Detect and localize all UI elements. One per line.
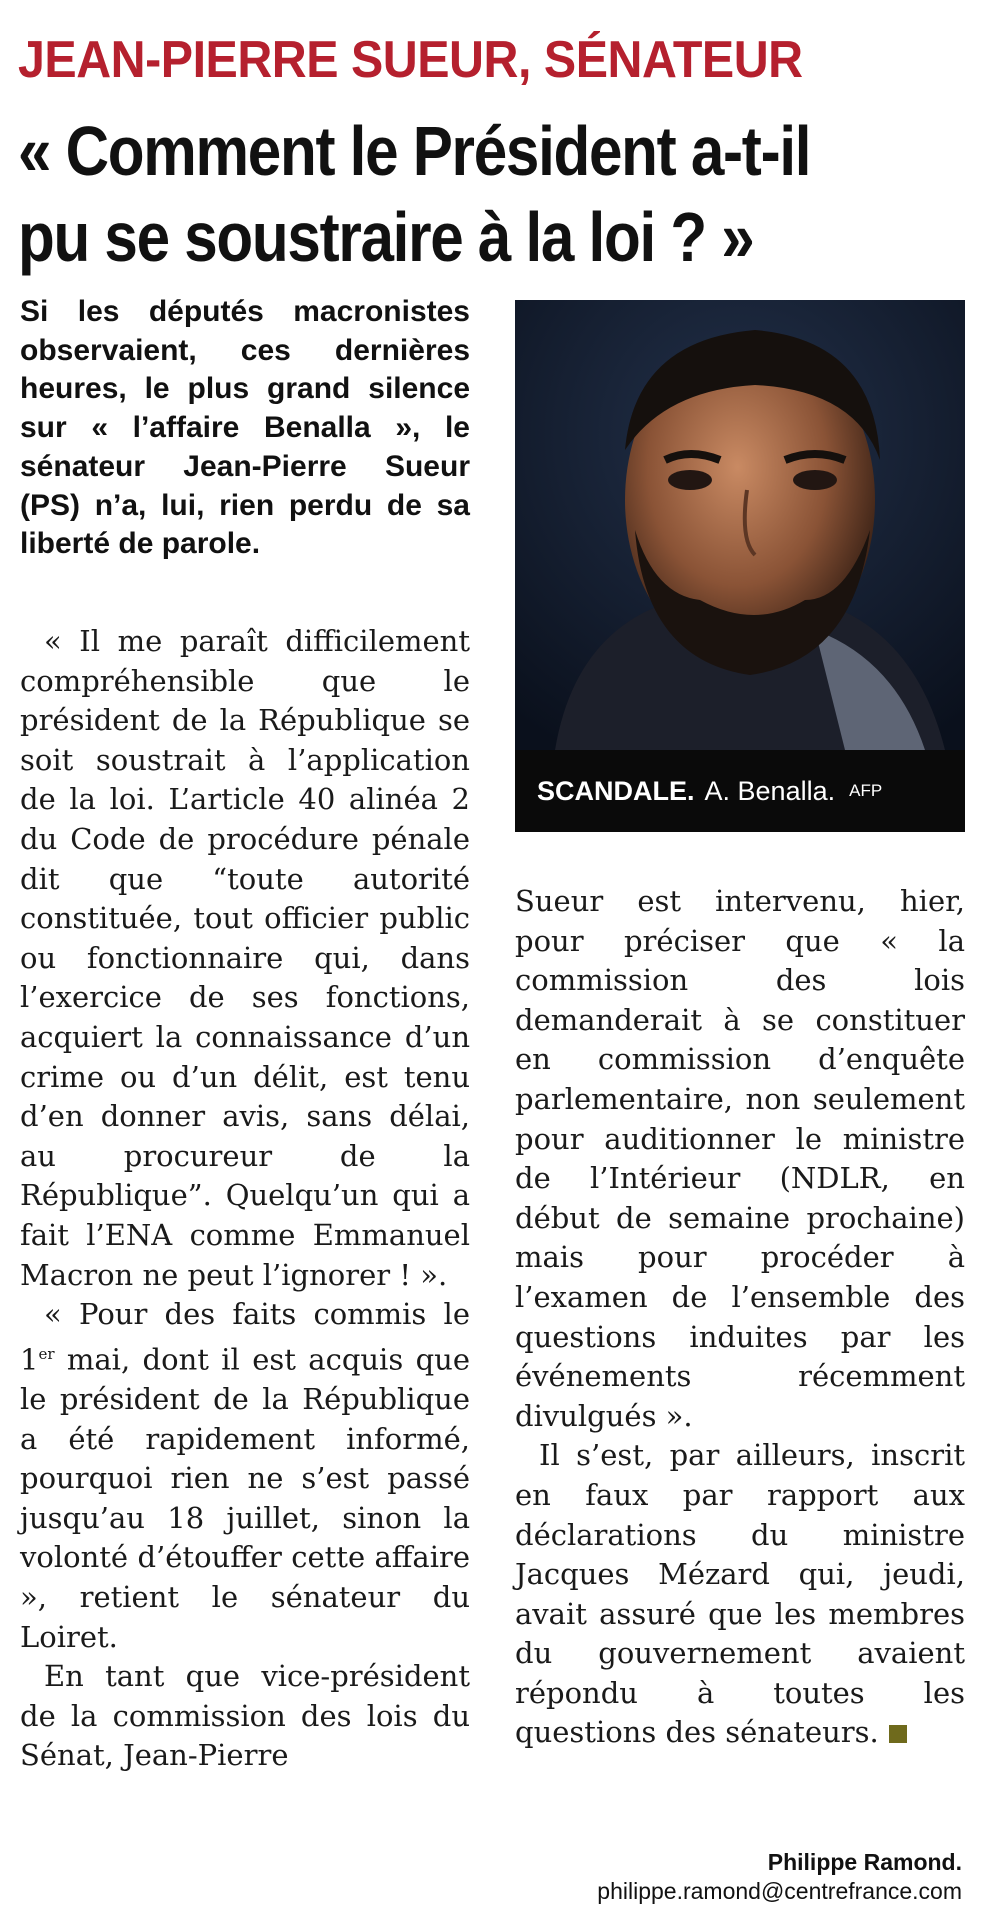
article-photo: [515, 300, 965, 832]
caption-text: A. Benalla.: [704, 775, 836, 806]
article-headline: [18, 108, 852, 280]
body-paragraph: En tant que vice-président de la commission des lois du Sénat, Jean-Pierre: [20, 1659, 470, 1773]
body-text: « Pour des faits commis le 1: [20, 1297, 470, 1377]
body-text: Il s’est, par ailleurs, inscrit en faux par rapport aux déclarations du ministre Jacques Mézard qui, jeudi, avait assuré que les membres du gouvernement avaient répondu à toutes les questions des sénateurs.: [515, 1438, 965, 1750]
article-kicker: JEAN-PIERRE SUEUR, SÉNATEUR: [18, 31, 803, 89]
author-name: Philippe Ramond.: [767, 1849, 962, 1875]
portrait-image: [515, 300, 965, 750]
article-lead: Si les députés macronistes observaient, ces dernières heures, le plus grand silence sur « l’affaire Benalla », le sénateur Jean-Pierre Sueur (PS) n’a, lui, rien perdu de sa liberté de parole.: [20, 295, 470, 561]
end-mark-icon: [889, 1725, 907, 1743]
body-text: mai, dont il est acquis que le président de la République a été rapidement informé, pourquoi rien ne s’est passé jusqu’au 18 juillet, sinon la volonté d’étouffer cette affaire », retient le sénateur du Loiret.: [20, 1342, 470, 1654]
article-column-2: [515, 882, 965, 1753]
author-email[interactable]: philippe.ramond@centrefrance.com: [597, 1878, 962, 1904]
superscript: er: [38, 1344, 55, 1363]
headline-line-2: pu se soustraire à la loi ? »: [18, 198, 754, 276]
photo-credit: AFP: [849, 781, 883, 800]
caption-label: SCANDALE.: [537, 775, 695, 806]
photo-caption: [515, 750, 965, 832]
body-paragraph: [515, 1436, 965, 1753]
body-paragraph: Sueur est intervenu, hier, pour préciser que « la commission des lois demanderait à se constituer en commission d’enquête parlementaire, non seulement pour auditionner le ministre de l’Intérieur (NDLR, en début de semaine prochaine) mais pour procéder à l’examen de l’ensemble des questions induites par les événements récemment divulgués ».: [515, 884, 965, 1433]
body-paragraph: « Il me paraît difficilement compréhensible que le président de la République se soit soustrait à l’application de la loi. L’article 40 alinéa 2 du Code de procédure pénale dit que “toute autorité constituée, tout officier public ou fonctionnaire qui, dans l’exercice de ses fonctions, acquiert la connaissance d’un crime ou d’un délit, est tenu d’en donner avis, sans délai, au procureur de la République”. Quelqu’un qui a fait l’ENA comme Emmanuel Macron ne peut l’ignorer ! ».: [20, 624, 470, 1292]
body-paragraph: [20, 1295, 470, 1657]
byline: [597, 1848, 962, 1906]
headline-line-1: « Comment le Président a-t-il: [18, 112, 811, 190]
article-column-1: [20, 622, 470, 1776]
